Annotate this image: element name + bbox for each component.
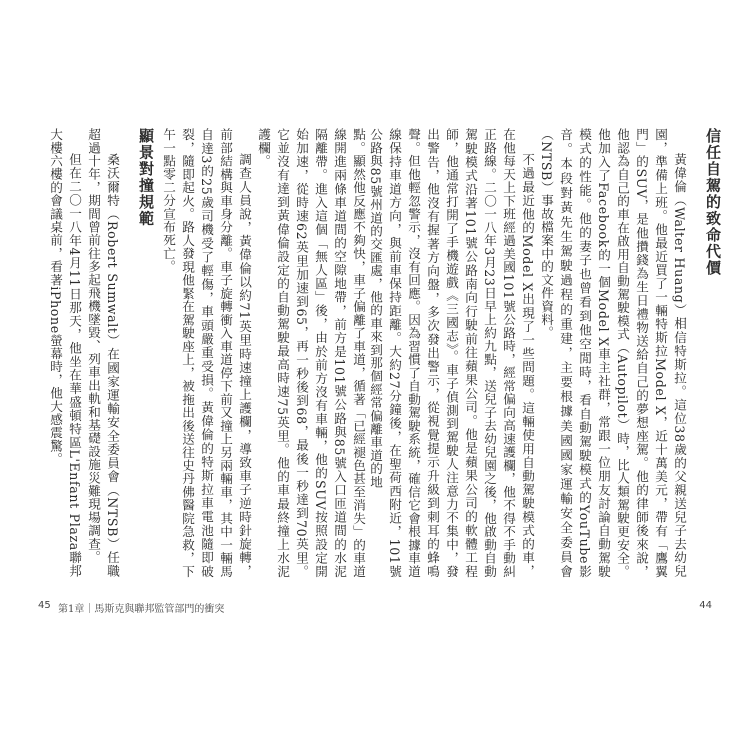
- right-page-text: [368, 128, 726, 578]
- right-page: [368, 128, 726, 578]
- running-head: 第1章｜馬斯克與聯邦監管部門的衝突: [58, 604, 225, 615]
- paragraph: 點。顯然他反應不夠快，車子偏離了車道，循著「已經褪色甚至消失」的車道線開進兩條車道間的空隙地帶，前方是101號公路與85號入口匝道間的水泥隔離帶。進入這個「無人區」後，由於前方沒有車輛，他的SUV按照設定開始加速，從時速62英里加速到65，再一秒後到68，最後一秒達到70英里。它並沒有達到黃偉倫設定的自動駕駛最高時速75英里。他的車最終撞上水泥護欄。: [256, 128, 366, 578]
- paragraph: 桑沃爾特（Robert Sumwalt）在國家運輸安全委員會（NTSB）任職超過十年，期間曾前往多起飛機墜毀、列車出軌和基礎設施災難現場調查。: [86, 128, 120, 578]
- page-number-right: 44: [699, 600, 712, 611]
- page-number-left: 45: [38, 600, 51, 611]
- paragraph: 黃偉倫（Walter Huang）相信特斯拉。這位38歲的父親送兒子去幼兒園，準備上班。他最近買了一輛特斯拉Model X，近十萬美元，帶有「鷹翼門」的SUV，是他攢錢為生日禮物送給自己的夢想座駕。他的律師後來說，他認為自己的車在啟用自動駕駛模式（Autopilot）時，比人類駕駛更安全。他加入了Facebook的一個Model X車主社群，常跟一位朋友討論自動駕駛模式的性能。他的妻子也曾看到他空閒時，看自動駕駛模式的YouTube影音。本段對黃先生駕駛過程的重建，主要根據美國國家運輸安全委員會（NTSB）事故檔案中的文件資料。: [539, 128, 687, 578]
- paragraph: 但在二〇一八年4月11日那天，他坐在華盛頓特區L'Enfant Plaza聯邦大樓六樓的會議桌前，看著iPhone螢幕時，他大感震驚。: [48, 128, 82, 578]
- section-heading: 顯景對撞規範: [137, 128, 155, 227]
- left-page-text: [28, 128, 368, 578]
- paragraph: 調查人員說，黃偉倫以約71英里時速撞上護欄，導致車子逆時針旋轉，前部結構與車身分離。車子旋轉衝入車道停下前又撞上另兩輛車，其中一輛馬自達3的25歲司機受了輕傷，車頭嚴重受損。黃偉倫的特斯拉車電池隨即破裂，隨即起火。路人發現他緊在駕駛座上，被拖出後送往史丹佛醫院急救，下午一點零二分宣布死亡。: [161, 128, 252, 578]
- left-page: [28, 128, 368, 578]
- paragraph: 不過最近他的Model X出現了一些問題。這輛使用自動駕駛模式的車，在他每天上下班經過美國101號公路時，經常偏向高速護欄，他不得不手動糾正路線。二〇一八年3月23日早上約九點，送兒子去幼兒園之後，他啟動自動駕駛模式沿著101號公路南向行駛前往蘋果公司。他是蘋果公司的軟體工程師，他通常打開了手機遊戲《三國志》。車子偵測到駕駛人注意力不集中，發出警告，他沒有握著方向盤，多次發出警示，從視覺提示升級到刺耳的蜂鳴聲。但他輕忽警示，沒有回應。因為習慣了自動駕駛系統，確信它會根據車道線保持車道方向，與前車保持距離。大約27分鐘後，在聖荷西附近，101號公路與85號州道的交匯處，他的車來到那個經常偏離車道的地: [368, 128, 535, 578]
- page-heading: 信任自駕的致命代價: [704, 128, 722, 277]
